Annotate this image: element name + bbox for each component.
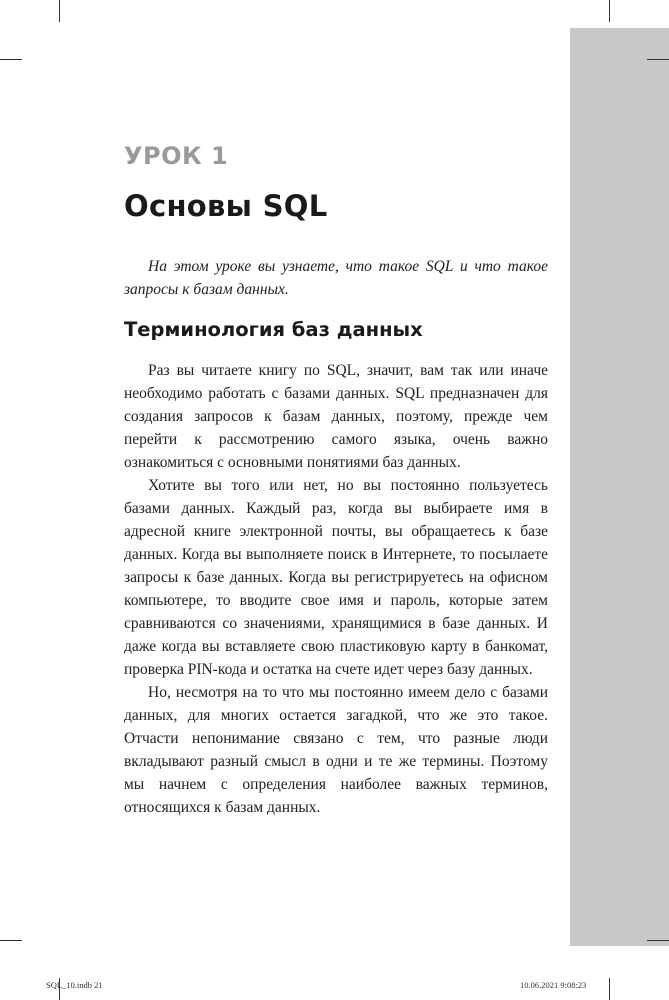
crop-mark <box>0 940 22 941</box>
paragraph: Хотите вы того или нет, но вы постоянно пользуетесь базами данных. Каждый раз, когда вы выбираете имя в адресной книге электронной почты, вы обращаетесь к базе данных. Когда вы выполняете поиск в Интернете, то посылаете запросы к базе данных. Когда вы регистрируетесь на офисном компьютере, то вводите свое имя и пароль, которые затем сравниваются со значениями, хранящимися в базе данных. И даже когда вы вставляете свою пластиковую карту в банкомат, проверка PIN-кода и остатка на счете идет через базу данных. <box>124 477 548 678</box>
footer-timestamp: 10.06.2021 9:08:23 <box>520 980 587 990</box>
crop-mark <box>647 940 669 941</box>
intro-text: На этом уроке вы узнаете, что такое SQL и что такое запросы к базам данных. <box>124 258 548 298</box>
crop-mark <box>609 978 610 1000</box>
crop-mark <box>0 59 22 60</box>
footer-file: SQL_10.indb 21 <box>46 980 103 990</box>
paragraph: Но, несмотря на то что мы постоянно имеем дело с базами данных, для многих остается загадкой, что же это такое. Отчасти непонимание связано с тем, что разные люди вкладывают разный смысл в одни и те же термины. Поэтому мы начнем с определения наиболее важных терминов, относящихся к базам данных. <box>124 684 548 816</box>
crop-mark <box>647 59 669 60</box>
lesson-label: УРОК 1 <box>124 142 229 170</box>
section-heading: Терминология баз данных <box>124 318 423 341</box>
chapter-title: Основы SQL <box>124 189 328 223</box>
crop-mark <box>609 0 610 22</box>
paragraph: Раз вы читаете книгу по SQL, значит, вам так или иначе необходимо работать с базами данных. SQL предназначен для создания запросов к базам данных, поэтому, прежде чем перейти к рассмотрению самого языка, очень важно ознакомиться с основными понятиями баз данных. <box>124 362 548 471</box>
thumb-tab-band <box>570 28 669 946</box>
crop-mark <box>59 0 60 22</box>
body-text <box>124 359 548 819</box>
